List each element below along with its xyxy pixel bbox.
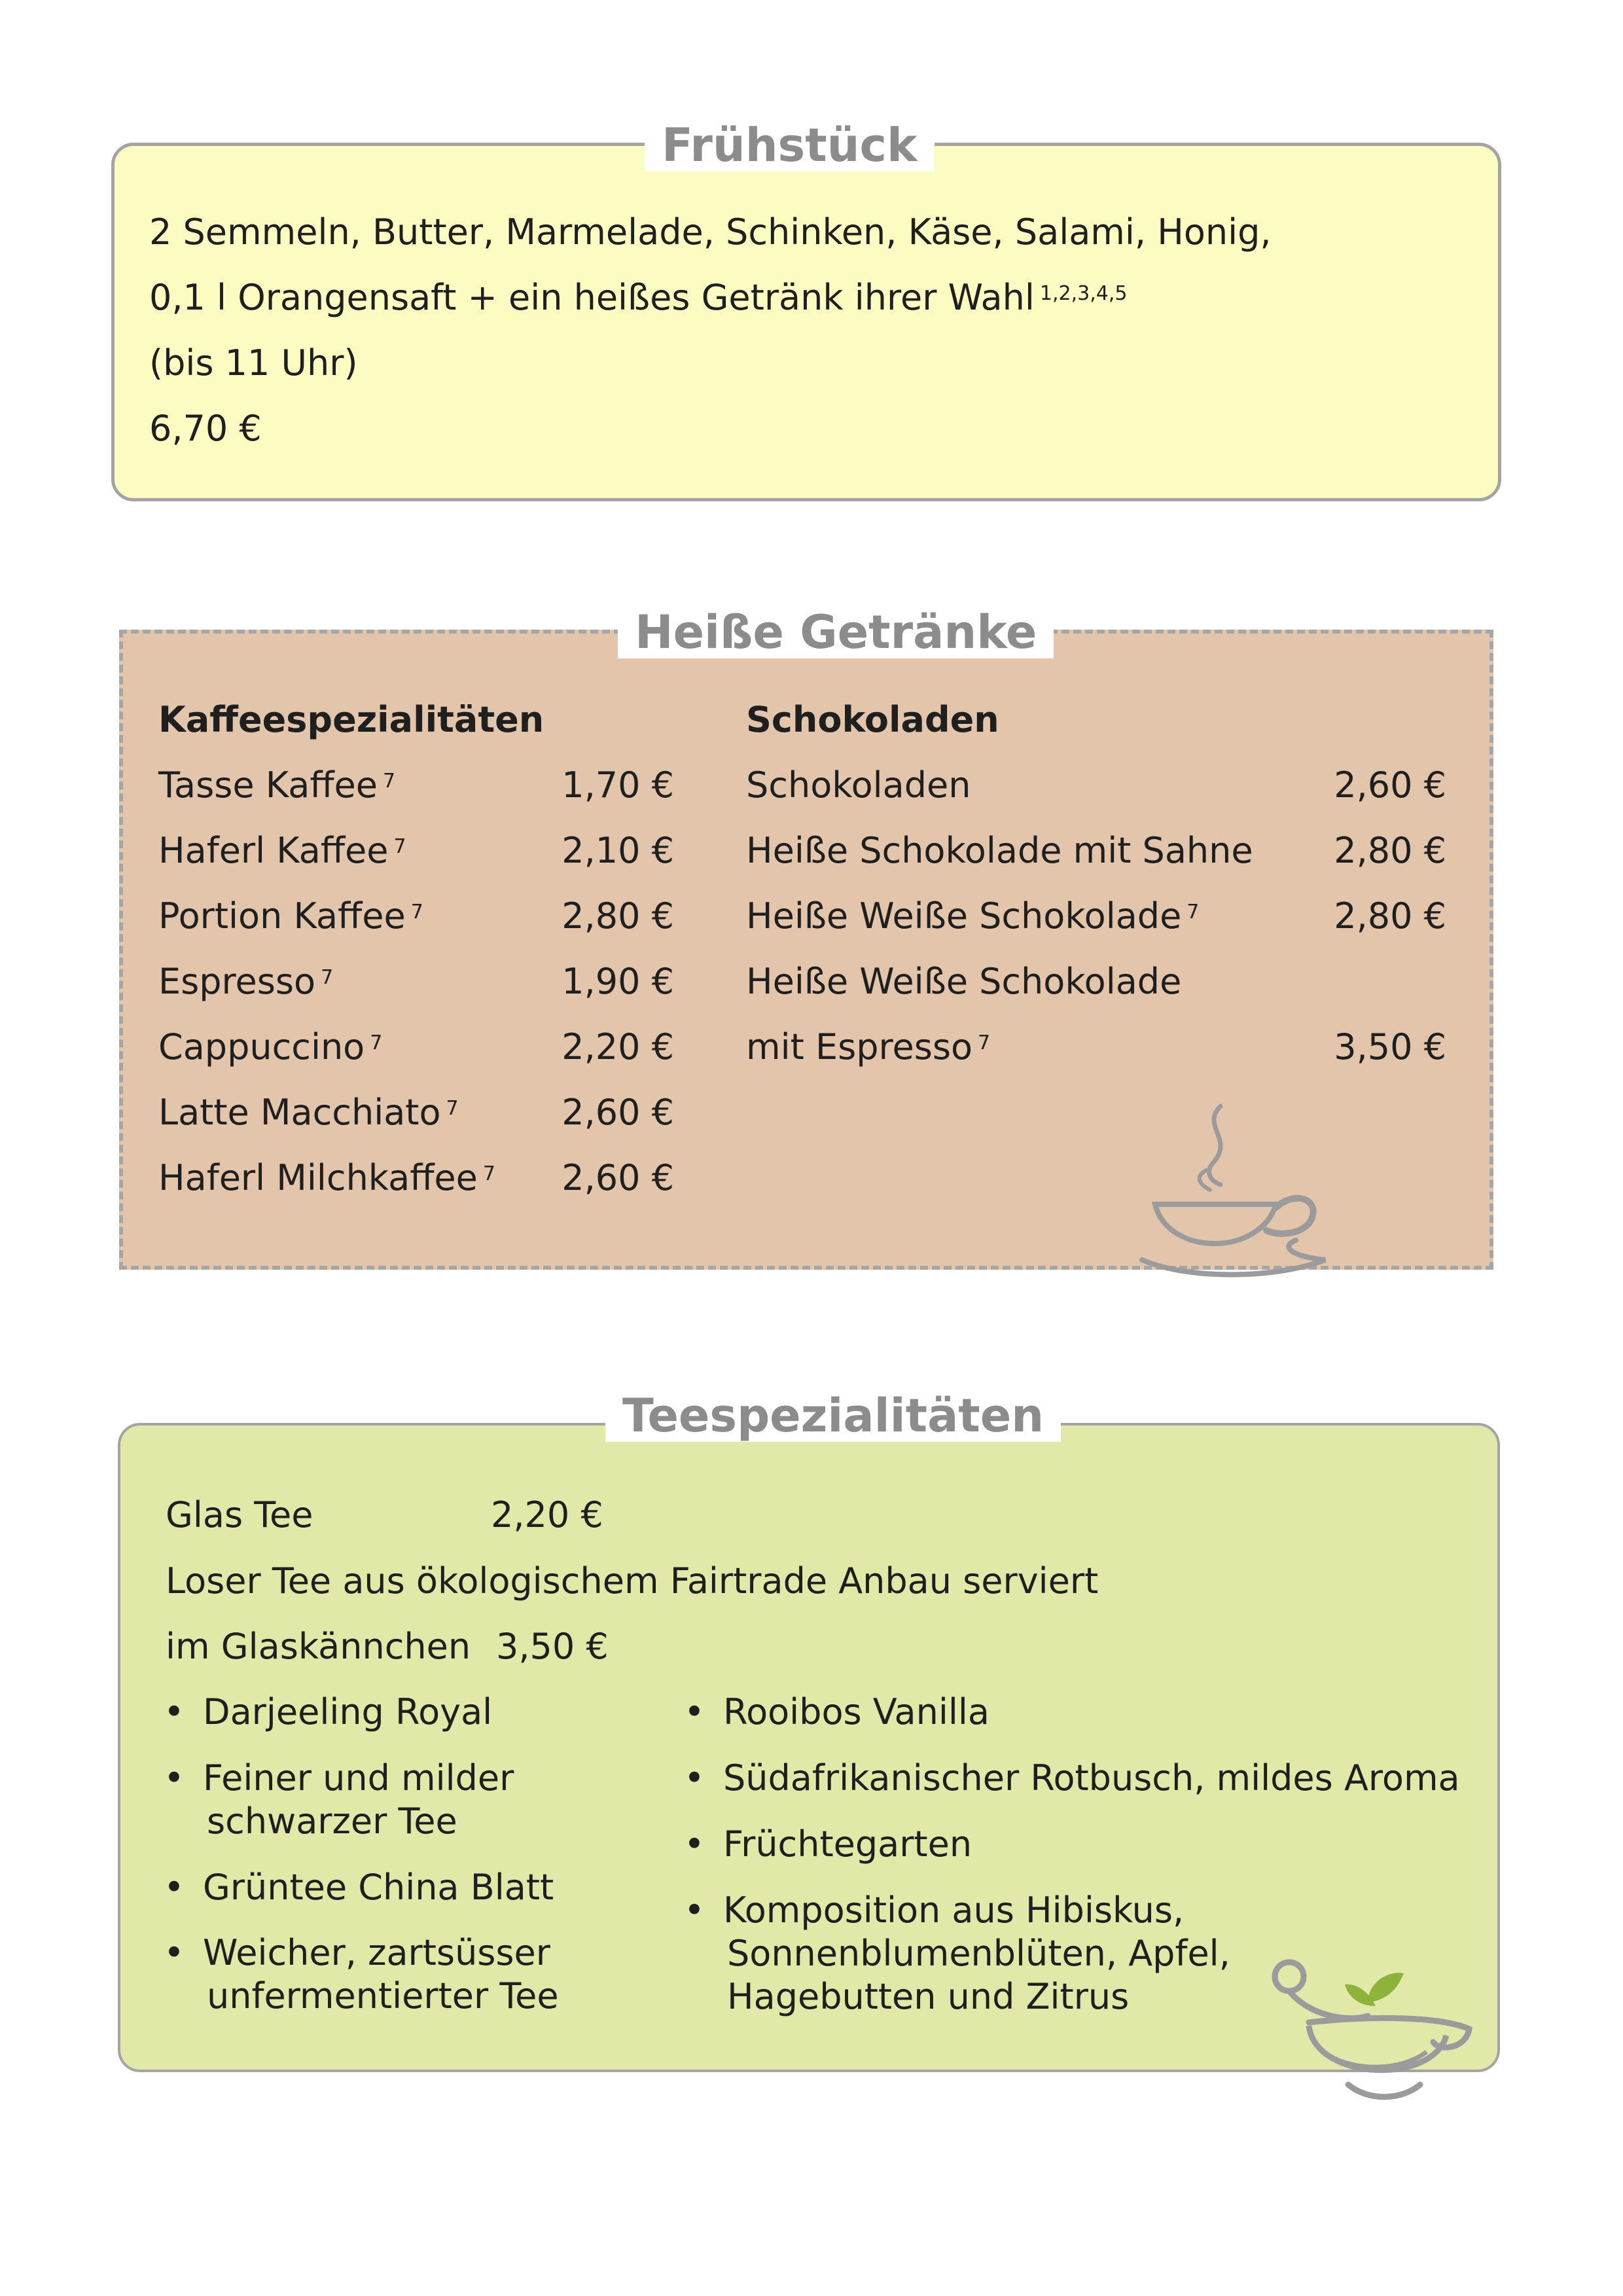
schoko-item-price: 2,60 €	[1334, 764, 1446, 806]
fruehstueck-line-3: (bis 11 Uhr)	[149, 342, 358, 384]
schoko-item-price: 2,80 €	[1334, 895, 1446, 937]
kaffee-item-price: 1,70 €	[562, 764, 674, 806]
tee-left-item-line-1: Grüntee China Blatt	[203, 1867, 554, 1908]
allergen-footnote: 7	[383, 770, 396, 793]
kaffee-item-label: Latte Macchiato	[158, 1092, 441, 1133]
tee-left-item-line-1: Darjeeling Royal	[203, 1691, 493, 1732]
tee-right-item-line-1: Früchtegarten	[723, 1823, 972, 1865]
tee-left-item-line-2: schwarzer Tee	[207, 1801, 457, 1842]
glas-tee-price: 2,20 €	[491, 1494, 603, 1535]
schoko-item-name	[746, 959, 1181, 1005]
tee-left-item-line-2: unfermentierter Tee	[207, 1975, 559, 2017]
allergen-footnote: 7	[446, 1097, 459, 1120]
kaffee-item-label: Cappuccino	[158, 1026, 365, 1067]
fruehstueck-card	[111, 143, 1501, 501]
allergen-footnote: 7	[1186, 901, 1200, 924]
bullet-dot: •	[164, 1867, 185, 1908]
kaffee-item-name	[158, 1024, 382, 1070]
kaffee-item-price: 2,10 €	[562, 830, 674, 871]
kaffee-item-name	[158, 1155, 495, 1201]
loser-tee-line-1: Loser Tee aus ökologischem Fairtrade Anbau serviert	[166, 1560, 1099, 1602]
kaffee-item-name	[158, 1090, 459, 1136]
allergen-footnote: 7	[321, 966, 334, 989]
schoko-item-label: Heiße Weiße Schokolade	[746, 895, 1182, 937]
fruehstueck-price: 6,70 €	[149, 408, 262, 449]
glas-tee-label: Glas Tee	[166, 1494, 313, 1535]
allergen-footnote: 7	[482, 1162, 495, 1185]
tee-right-item-line-1: Rooibos Vanilla	[723, 1691, 990, 1732]
kaffee-item-price: 1,90 €	[562, 961, 674, 1002]
bullet-dot: •	[684, 1691, 705, 1732]
bullet-dot: •	[164, 1757, 185, 1799]
kaffee-item-label: Haferl Kaffee	[158, 830, 389, 871]
kaffee-item-name	[158, 893, 423, 939]
kaffee-item-label: Portion Kaffee	[158, 895, 406, 937]
kaffee-item-price: 2,20 €	[562, 1026, 674, 1067]
schoko-item-label: Heiße Schokolade mit Sahne	[746, 830, 1253, 871]
kaffee-item-price: 2,60 €	[562, 1092, 674, 1133]
tee-left-item-line-1: Weicher, zartsüsser	[203, 1932, 550, 1973]
allergen-footnote: 7	[393, 835, 406, 858]
tee-right-item-line-2: Sonnenblumenblüten, Apfel,	[727, 1933, 1230, 1974]
kaffee-item-price: 2,80 €	[562, 895, 674, 937]
coffee-cup-icon	[1129, 1100, 1338, 1296]
schoko-item-name	[746, 762, 971, 808]
teespezialitaeten-title: Teespezialitäten	[605, 1390, 1061, 1442]
schoko-heading: Schokoladen	[746, 699, 999, 740]
allergen-footnote: 7	[978, 1031, 991, 1054]
fruehstueck-line-2-text: 0,1 l Orangensaft + ein heißes Getränk ihrer Wahl	[149, 277, 1035, 318]
bullet-dot: •	[684, 1757, 705, 1799]
bullet-dot: •	[684, 1890, 705, 1931]
allergen-footnote: 1,2,3,4,5	[1039, 282, 1128, 305]
tee-right-item-line-3: Hagebutten und Zitrus	[727, 1976, 1130, 2017]
fruehstueck-title: Frühstück	[645, 119, 935, 171]
schoko-item-price: 2,80 €	[1334, 830, 1446, 871]
kaffee-item-name	[158, 959, 333, 1005]
kaffee-item-label: Haferl Milchkaffee	[158, 1157, 478, 1198]
tee-right-item-line-1: Südafrikanischer Rotbusch, mildes Aroma	[723, 1757, 1460, 1799]
kaffee-heading: Kaffeespezialitäten	[158, 699, 544, 740]
heisse-getraenke-title: Heiße Getränke	[618, 606, 1054, 658]
allergen-footnote: 7	[370, 1031, 383, 1054]
bullet-dot: •	[164, 1691, 185, 1732]
schoko-item-name	[746, 828, 1253, 874]
kaffee-item-label: Espresso	[158, 961, 316, 1002]
kaffee-item-name	[158, 828, 406, 874]
allergen-footnote: 7	[410, 901, 423, 924]
fruehstueck-line-2	[149, 275, 1127, 321]
loser-tee-price: 3,50 €	[496, 1626, 609, 1667]
tea-bowl-icon	[1270, 1944, 1479, 2127]
schoko-item-label: mit Espresso	[746, 1026, 973, 1067]
kaffee-item-name	[158, 762, 395, 808]
fruehstueck-line-1: 2 Semmeln, Butter, Marmelade, Schinken, Käse, Salami, Honig,	[149, 211, 1272, 253]
loser-tee-line-2: im Glaskännchen	[166, 1626, 471, 1667]
kaffee-item-label: Tasse Kaffee	[158, 764, 378, 806]
schoko-item-price: 3,50 €	[1334, 1026, 1446, 1067]
schoko-item-name	[746, 893, 1199, 939]
schoko-item-name	[746, 1024, 990, 1070]
schoko-item-label: Heiße Weiße Schokolade	[746, 961, 1182, 1002]
bullet-dot: •	[684, 1823, 705, 1865]
tee-left-item-line-1: Feiner und milder	[203, 1757, 514, 1799]
tee-right-item-line-1: Komposition aus Hibiskus,	[723, 1890, 1185, 1931]
schoko-item-label: Schokoladen	[746, 764, 971, 806]
kaffee-item-price: 2,60 €	[562, 1157, 674, 1198]
bullet-dot: •	[164, 1932, 185, 1973]
